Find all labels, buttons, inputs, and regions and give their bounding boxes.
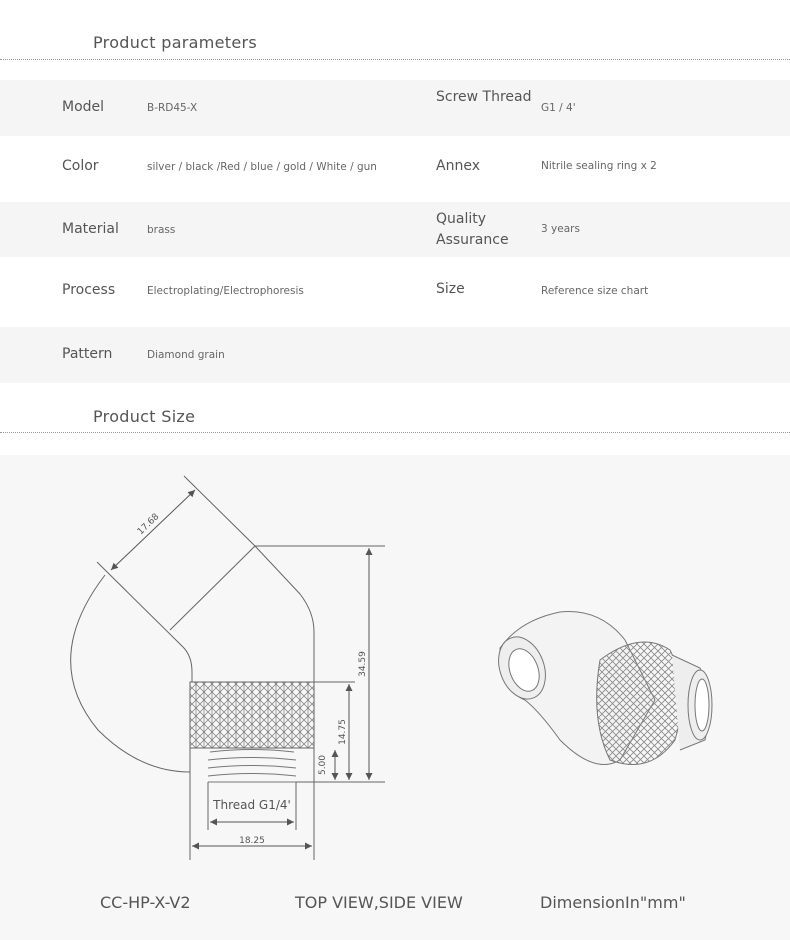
material-label: Material [62, 221, 119, 237]
material-value: brass [147, 224, 176, 236]
screw-thread-value: G1 / 4' [541, 102, 576, 114]
size-label: Size [436, 281, 465, 297]
pattern-label: Pattern [62, 346, 113, 362]
dim-knurl-label: 14.75 [338, 719, 348, 745]
dim-total-label: 34.59 [358, 651, 368, 677]
color-label: Color [62, 158, 99, 174]
caption-model: CC-HP-X-V2 [100, 893, 191, 912]
fitting-3d-view [490, 612, 712, 765]
dim-diagonal-label: 17.68 [135, 512, 162, 538]
quality-label: Quality Assurance [436, 211, 509, 248]
model-value: B-RD45-X [147, 102, 198, 114]
process-value: Electroplating/Electrophoresis [147, 285, 304, 297]
thread-label: Thread G1/4' [213, 798, 291, 812]
dimension-lines [111, 490, 369, 846]
color-value: silver / black /Red / blue / gold / White / gun [147, 161, 377, 173]
dim-thread-length-label: 5.00 [318, 754, 328, 776]
screw-thread-label: Screw Thread [436, 89, 532, 105]
caption-unit: DimensionIn"mm" [540, 893, 686, 912]
dim-width-label: 18.25 [239, 836, 265, 846]
caption-views: TOP VIEW,SIDE VIEW [295, 893, 463, 912]
annex-value: Nitrile sealing ring x 2 [541, 160, 657, 172]
knurled-ring [190, 682, 314, 748]
quality-value: 3 years [541, 223, 580, 235]
pattern-value: Diamond grain [147, 349, 225, 361]
size-value: Reference size chart [541, 285, 649, 297]
annex-label: Annex [436, 158, 480, 174]
process-label: Process [62, 282, 116, 298]
section-title-parameters: Product parameters [93, 33, 258, 52]
section-title-size: Product Size [93, 407, 196, 426]
model-label: Model [62, 99, 105, 115]
thread-section [208, 750, 296, 783]
